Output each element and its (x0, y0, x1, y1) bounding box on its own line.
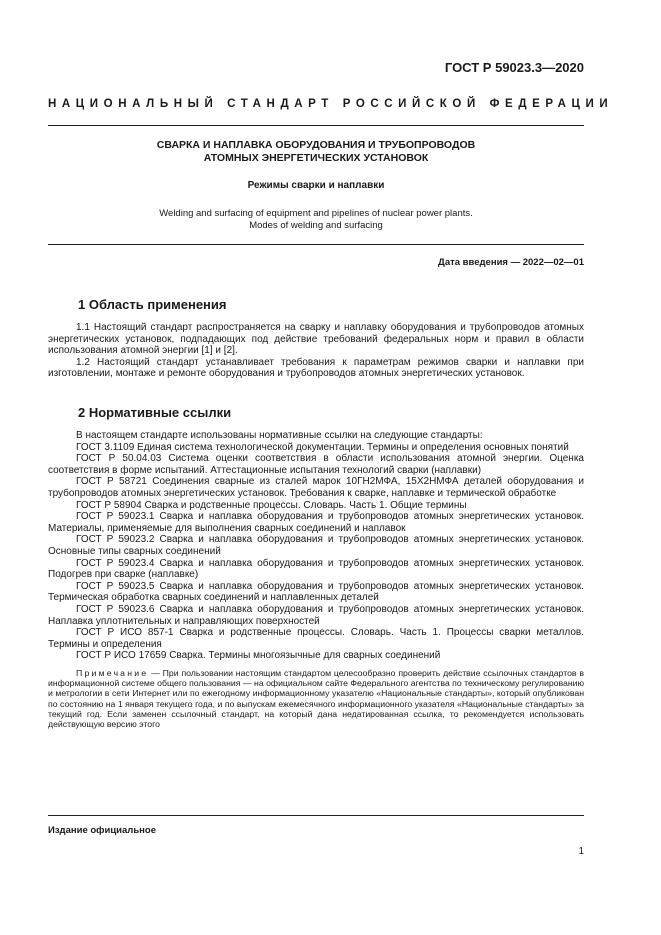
reference-item: ГОСТ Р ИСО 17659 Сварка. Термины многоязычные для сварных соединений (76, 650, 441, 662)
reference-item: ГОСТ Р 58904 Сварка и родственные процессы. Словарь. Часть 1. Общие термины (76, 499, 467, 511)
title-line-2: АТОМНЫХ ЭНЕРГЕТИЧЕСКИХ УСТАНОВОК (203, 152, 429, 164)
official-edition-label: Издание официальное (48, 825, 156, 836)
document-page (48, 0, 614, 935)
reference-item: ГОСТ Р 50.04.03 Система оценки соответствия в области использования атомной энергии. Оценка соответствия в форме испытаний. Аттестационные испытания технологий сварки (наплавки) (48, 453, 584, 476)
document-code: ГОСТ Р 59023.3—2020 (444, 60, 584, 75)
effective-date: Дата введения — 2022—02—01 (438, 257, 584, 268)
section-1-body (48, 322, 584, 380)
note-label: Примечание (76, 667, 149, 678)
references-intro: В настоящем стандарте использованы нормативные ссылки на следующие стандарты: (76, 430, 483, 441)
section-1-heading: 1 Область применения (78, 297, 227, 312)
english-title-line-1: Welding and surfacing of equipment and pipelines of nuclear power plants. (159, 208, 473, 219)
reference-item: ГОСТ 3.1109 Единая система технологической документации. Термины и определения основных понятий (76, 441, 569, 453)
references-note (48, 668, 584, 730)
document-subtitle: Режимы сварки и наплавки (247, 180, 385, 191)
reference-item: ГОСТ Р 58721 Соединения сварные из сталей марок 10ГН2МФА, 15Х2НМФА деталей оборудования и трубопроводов атомных энергетических установок. Требования к сварке, наплавке и термической обработке (48, 476, 584, 499)
document-title (48, 139, 584, 165)
title-line-1: СВАРКА И НАПЛАВКА ОБОРУДОВАНИЯ И ТРУБОПРОВОДОВ (156, 139, 476, 151)
reference-item: ГОСТ Р 59023.1 Сварка и наплавка оборудования и трубопроводов атомных энергетических установок. Материалы, применяемые для выполнения сварных соединений и наплавок (48, 511, 584, 534)
page-number: 1 (578, 846, 584, 857)
reference-item: ГОСТ Р 59023.2 Сварка и наплавка оборудования и трубопроводов атомных энергетических установок. Основные типы сварных соединений (48, 534, 584, 557)
national-standard-banner: НАЦИОНАЛЬНЫЙ СТАНДАРТ РОССИЙСКОЙ ФЕДЕРАЦИИ (48, 98, 614, 110)
english-title (48, 208, 584, 232)
note-text: — При пользовании настоящим стандартом целесообразно проверить действие ссылочных стандартов в информационной системе общего пользования — на официальном сайте Федерального агентства по техническому регулированию и метрологии в сети Интернет или по ежегодному информационному указателю «Национальные стандарты», который опубликован по состоянию на 1 января текущего года, и по выпускам ежемесячного информационного указателя «Национальные стандарты» за текущий год. Если заменен ссылочный стандарт, на который дана недатированная ссылка, то рекомендуется использовать действующую версию этого (48, 667, 584, 730)
paragraph-1-1: 1.1 Настоящий стандарт распространяется на сварку и наплавку оборудования и трубопроводов атомных энергетических установок, подпадающих под действие требований федеральных норм и правил в области использования атомной энергии [1] и [2]. (48, 322, 584, 357)
paragraph-1-2: 1.2 Настоящий стандарт устанавливает требования к параметрам режимов сварки и наплавки при изготовлении, монтаже и ремонте оборудования и трубопроводов атомных энергетических установок. (48, 356, 584, 380)
reference-item: ГОСТ Р 59023.6 Сварка и наплавка оборудования и трубопроводов атомных энергетических установок. Наплавка уплотнительных и направляющих поверхностей (48, 603, 584, 627)
section-2-body (48, 430, 584, 730)
english-title-line-2: Modes of welding and surfacing (249, 220, 383, 231)
section-2-heading: 2 Нормативные ссылки (78, 405, 232, 420)
reference-item: ГОСТ Р 59023.5 Сварка и наплавка оборудования и трубопроводов атомных энергетических установок. Термическая обработка сварных соединений и наплавленных деталей (48, 580, 584, 604)
title-rule (48, 244, 584, 245)
header-rule (48, 125, 584, 126)
reference-item: ГОСТ Р ИСО 857-1 Сварка и родственные процессы. Словарь. Часть 1. Процессы сварки металлов. Термины и определения (48, 627, 584, 650)
reference-item: ГОСТ Р 59023.4 Сварка и наплавка оборудования и трубопроводов атомных энергетических установок. Подогрев при сварке (наплавке) (48, 557, 584, 581)
footer-rule (48, 815, 584, 816)
